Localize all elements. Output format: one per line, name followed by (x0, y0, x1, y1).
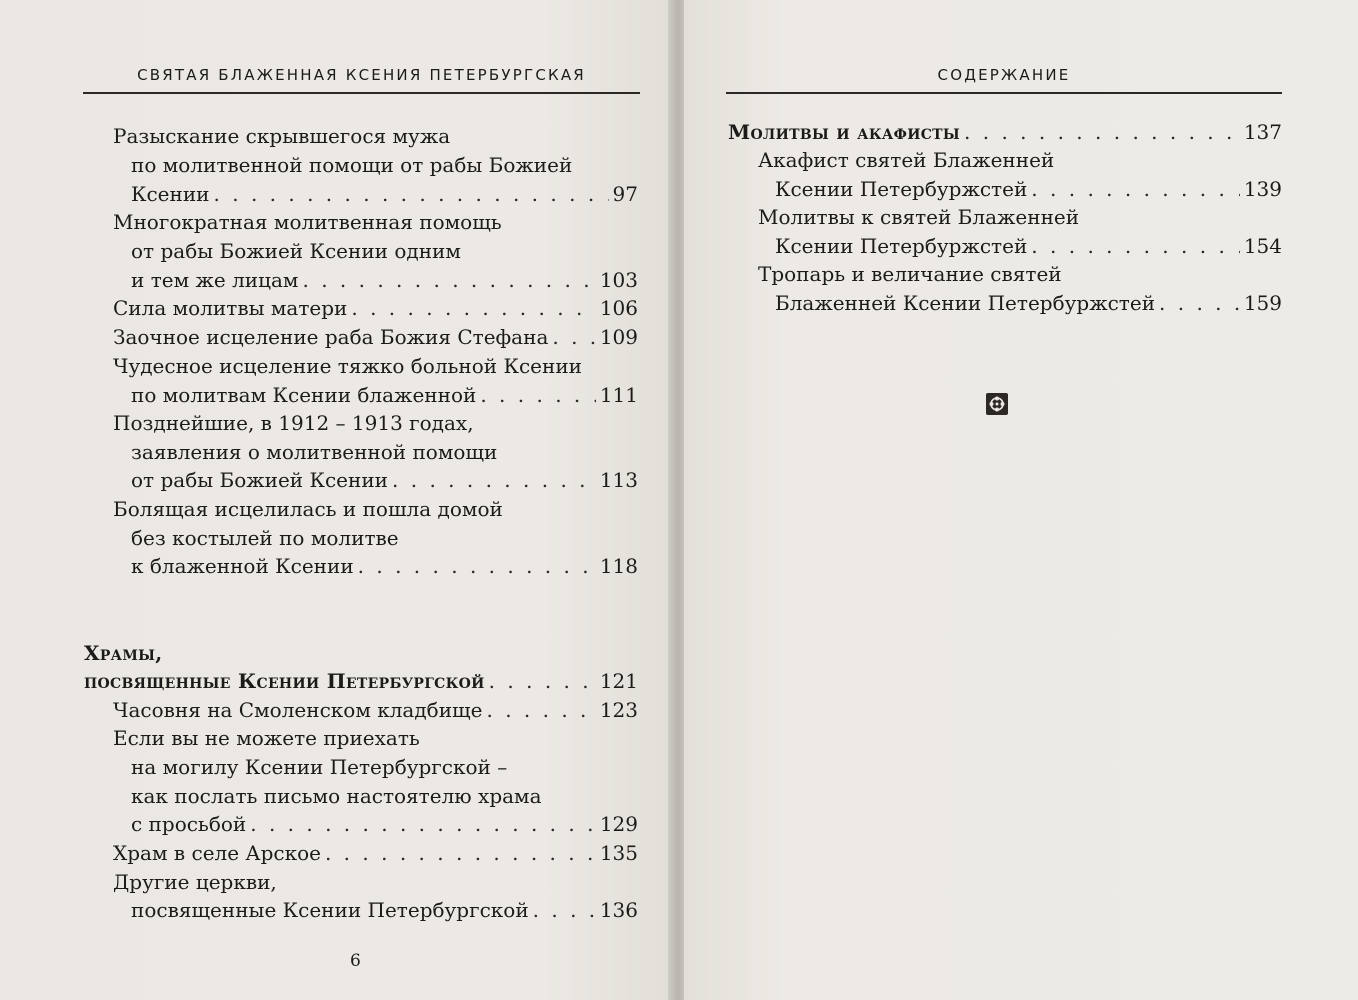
page-ref: 109 (599, 325, 638, 349)
toc-line: Чудесное исцеление тяжко больной Ксении (113, 354, 582, 378)
right-page (684, 0, 1358, 1000)
toc-entry-last-line (131, 381, 638, 409)
toc-entry (113, 294, 638, 322)
page-ref: 97 (612, 182, 638, 206)
toc-entry-last-line (131, 466, 638, 494)
section-entry (728, 118, 1282, 146)
leader-dots (489, 667, 596, 695)
leader-dots (964, 118, 1240, 146)
toc-entry (113, 696, 638, 724)
page-ref: 123 (599, 698, 638, 722)
toc-line: Болящая исцелилась и пошла домой (113, 497, 503, 521)
leader-dots (351, 294, 595, 322)
running-head-left: СВЯТАЯ БЛАЖЕННАЯ КСЕНИЯ ПЕТЕРБУРГСКАЯ (83, 64, 640, 94)
toc-entry (113, 323, 638, 351)
toc-line: Часовня на Смоленском кладбище (113, 698, 483, 722)
leader-dots (325, 839, 596, 867)
toc-line: как послать письмо настоятелю храма (131, 784, 542, 808)
toc-entry-last-line (131, 552, 638, 580)
toc-line: Заочное исцеление раба Божия Стефана (113, 325, 549, 349)
page-ref: 103 (599, 268, 638, 292)
page-ref: 121 (599, 669, 638, 693)
square-floral-ornament-icon (986, 393, 1008, 415)
toc-line: Если вы не можете приехать (113, 726, 420, 750)
toc-line: Акафист святей Блаженней (758, 148, 1055, 172)
leader-dots (250, 810, 596, 838)
toc-line: на могилу Ксении Петербургской – (131, 755, 508, 779)
leader-dots (1031, 232, 1240, 260)
section-title: посвященные Ксении Петербургской (84, 669, 485, 693)
leader-dots (302, 266, 595, 294)
section-entry (84, 667, 638, 695)
toc-line: Многократная молитвенная помощь (113, 210, 502, 234)
toc-line: от рабы Божией Ксении (131, 468, 389, 492)
page-ref: 159 (1243, 291, 1282, 315)
leader-dots (1031, 175, 1240, 203)
toc-line: Ксении Петербуржстей (775, 177, 1028, 201)
page-ref: 154 (1243, 234, 1282, 258)
toc-entry-last-line (775, 232, 1282, 260)
toc-line: к блаженной Ксении (131, 554, 354, 578)
page-ref: 106 (599, 296, 638, 320)
toc-entry-last-line (131, 896, 638, 924)
toc-line: Другие церкви, (113, 870, 277, 894)
page-ref: 135 (599, 841, 638, 865)
toc-line: по молитвенной помощи от рабы Божией (131, 153, 573, 177)
toc-entry-last-line (775, 289, 1282, 317)
section-title: Молитвы и акафисты (728, 120, 961, 144)
page-ref: 129 (599, 812, 638, 836)
toc-line: Молитвы к святей Блаженней (758, 205, 1080, 229)
toc-line: Сила молитвы матери (113, 296, 348, 320)
toc-line: от рабы Божией Ксении одним (131, 239, 461, 263)
toc-line: Ксении Петербуржстей (775, 234, 1028, 258)
toc-line: Ксении (131, 182, 210, 206)
toc-line: заявления о молитвенной помощи (131, 440, 498, 464)
toc-line: посвященные Ксении Петербургской (131, 898, 529, 922)
page-ref: 137 (1243, 120, 1282, 144)
leader-dots (486, 696, 595, 724)
toc-line: Тропарь и величание святей (758, 262, 1062, 286)
leader-dots (533, 896, 596, 924)
toc-line: по молитвам Ксении блаженной (131, 383, 477, 407)
toc-entry (113, 839, 638, 867)
toc-entry-last-line (131, 266, 638, 294)
page-ref: 118 (599, 554, 638, 578)
leader-dots (552, 323, 595, 351)
page-ref: 139 (1243, 177, 1282, 201)
page-ref: 113 (599, 468, 638, 492)
leader-dots (392, 466, 596, 494)
toc-line: Разыскание скрывшегося мужа (113, 124, 451, 148)
leader-dots (358, 552, 596, 580)
page-number: 6 (350, 951, 361, 971)
toc-entry-last-line (131, 180, 638, 208)
toc-line: без костылей по молитве (131, 526, 399, 550)
page-ref: 111 (599, 383, 638, 407)
toc-entry-last-line (775, 175, 1282, 203)
page-ref: 136 (599, 898, 638, 922)
toc-line: и тем же лицам (131, 268, 299, 292)
running-head-right: СОДЕРЖАНИЕ (726, 64, 1282, 94)
leader-dots (214, 180, 609, 208)
leader-dots (1159, 289, 1240, 317)
toc-line: Блаженней Ксении Петербуржстей (775, 291, 1156, 315)
toc-entry-last-line (131, 810, 638, 838)
toc-line: Позднейшие, в 1912 – 1913 годах, (113, 411, 474, 435)
toc-line: с просьбой (131, 812, 247, 836)
section-title: Храмы, (84, 641, 163, 665)
toc-line: Храм в селе Арское (113, 841, 321, 865)
left-page (0, 0, 672, 1000)
leader-dots (480, 381, 595, 409)
